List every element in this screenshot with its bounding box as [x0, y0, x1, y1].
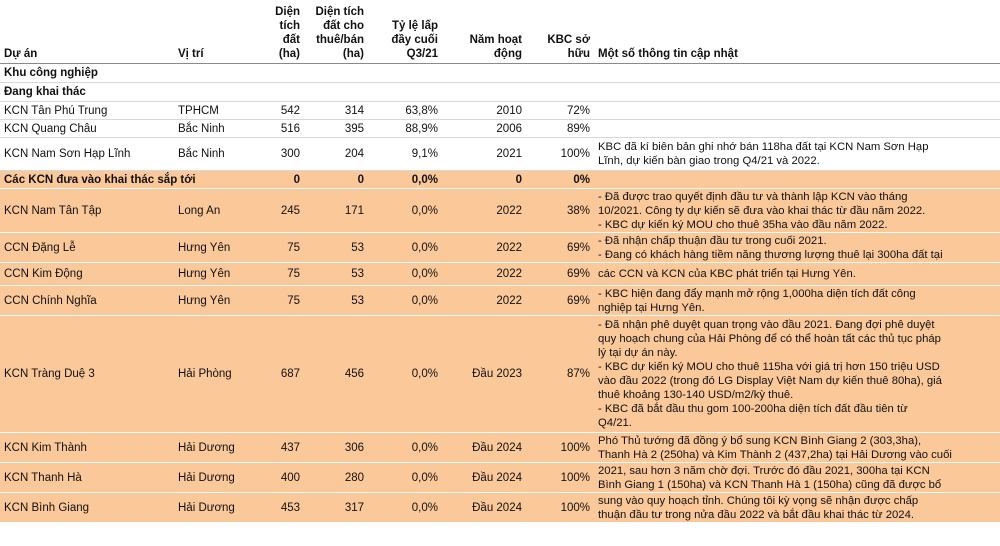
- header-line: Tỷ lệ lấp: [391, 20, 438, 32]
- cell-area: 516: [252, 120, 304, 138]
- cell-area: 687: [252, 316, 304, 433]
- cell-info: [594, 493, 1000, 523]
- cell-occupancy: 0,0%: [368, 189, 442, 233]
- cell-lease: 53: [304, 233, 368, 263]
- cell-area: 400: [252, 463, 304, 493]
- cell-project: KCN Bình Giang: [0, 493, 174, 523]
- cell-info: [594, 189, 1000, 233]
- cell-kbc: 100%: [526, 493, 594, 523]
- cell-project: KCN Quang Châu: [0, 120, 174, 138]
- info-line: - Đã nhận chấp thuận đầu tư trong cuối 2021.: [598, 234, 827, 247]
- info-line: - KBC hiện đang đẩy mạnh mở rộng 1,000ha diện tích đất công: [598, 287, 916, 300]
- cell-lease: 317: [304, 493, 368, 523]
- col-location-header: Vị trí: [174, 0, 252, 64]
- info-line: thuận đầu tư trong nửa đầu 2022 và bắt đầu khai thác từ 2024.: [598, 508, 915, 521]
- cell-lease: 395: [304, 120, 368, 138]
- header-line: hữu: [567, 48, 590, 60]
- header-line: KBC sở: [547, 34, 590, 46]
- cell-occupancy: 0,0%: [368, 433, 442, 463]
- table-row: [0, 189, 1000, 233]
- cell-location: Bắc Ninh: [174, 138, 252, 171]
- info-line: các CCN và KCN của KBC phát triển tại Hưng Yên.: [598, 268, 856, 280]
- header-line: (ha): [342, 48, 364, 60]
- cell-kbc: 0%: [526, 171, 594, 189]
- cell-year: Đầu 2024: [442, 493, 526, 523]
- header-line: Q3/21: [406, 48, 438, 60]
- col-occupancy-header: [368, 0, 442, 64]
- cell-project: CCN Đặng Lễ: [0, 233, 174, 263]
- header-line: (ha): [278, 48, 300, 60]
- cell-location: Bắc Ninh: [174, 120, 252, 138]
- cell-info: [594, 263, 1000, 286]
- cell-occupancy: 0,0%: [368, 463, 442, 493]
- col-year-header: [442, 0, 526, 64]
- header-line: đầy cuối: [391, 34, 438, 46]
- section-title: Khu công nghiệp: [0, 64, 1000, 83]
- info-line: Lĩnh, dự kiến bàn giao trong Q4/21 và 2022.: [598, 155, 820, 167]
- info-line: Bình Giang 1 (150ha) và KCN Thanh Hà 1 (150ha) cũng đã được bổ: [598, 478, 942, 491]
- section-title: Các KCN đưa vào khai thác sắp tới: [0, 171, 252, 189]
- cell-info: [594, 102, 1000, 120]
- cell-area: 0: [252, 171, 304, 189]
- cell-location: Hải Phòng: [174, 316, 252, 433]
- header-line: Diện: [275, 6, 300, 18]
- cell-lease: 0: [304, 171, 368, 189]
- cell-occupancy: 0,0%: [368, 316, 442, 433]
- cell-area: 245: [252, 189, 304, 233]
- info-line: 10/2021. Công ty dự kiến sẽ đưa vào khai thác từ đầu năm 2022.: [598, 204, 926, 217]
- cell-occupancy: 88,9%: [368, 120, 442, 138]
- col-kbc-header: [526, 0, 594, 64]
- cell-area: 75: [252, 233, 304, 263]
- cell-area: 75: [252, 286, 304, 316]
- info-line: Phó Thủ tướng đã đồng ý bổ sung KCN Bình Giang 2 (303,3ha),: [598, 434, 922, 447]
- info-line: lý tại dự án này.: [598, 347, 678, 359]
- table-row: [0, 233, 1000, 263]
- header-line: tích: [279, 20, 300, 32]
- cell-kbc: 100%: [526, 138, 594, 171]
- section-row-upcoming: [0, 171, 1000, 189]
- info-line: Q4/21.: [598, 417, 632, 429]
- cell-project: KCN Nam Sơn Hạp Lĩnh: [0, 138, 174, 171]
- cell-occupancy: 0,0%: [368, 233, 442, 263]
- cell-location: Long An: [174, 189, 252, 233]
- cell-kbc: 69%: [526, 233, 594, 263]
- table-row: [0, 463, 1000, 493]
- cell-year: 2010: [442, 102, 526, 120]
- cell-info: [594, 433, 1000, 463]
- cell-project: KCN Tràng Duệ 3: [0, 316, 174, 433]
- cell-info: [594, 286, 1000, 316]
- cell-year: 2022: [442, 189, 526, 233]
- header-line: đất cho: [323, 20, 364, 32]
- info-line: - KBC đã bắt đầu thu gom 100-200ha diện tích đất đầu tiên từ: [598, 403, 908, 415]
- info-line: 2021, sau hơn 3 năm chờ đợi. Trước đó đầu 2021, 300ha tại KCN: [598, 464, 930, 477]
- cell-kbc: 89%: [526, 120, 594, 138]
- table-row: [0, 493, 1000, 523]
- cell-year: Đầu 2024: [442, 463, 526, 493]
- cell-year: Đầu 2023: [442, 316, 526, 433]
- cell-year: 2006: [442, 120, 526, 138]
- table-row: [0, 263, 1000, 286]
- cell-lease: 280: [304, 463, 368, 493]
- col-lease-header: [304, 0, 368, 64]
- cell-occupancy: 0,0%: [368, 171, 442, 189]
- cell-info: [594, 316, 1000, 433]
- header-line: Năm hoạt: [469, 34, 522, 46]
- header-line: thuê/bán: [316, 34, 364, 46]
- cell-location: Hưng Yên: [174, 263, 252, 286]
- table-header-row: [0, 0, 1000, 64]
- cell-project: CCN Kim Động: [0, 263, 174, 286]
- cell-occupancy: 0,0%: [368, 493, 442, 523]
- table-row: [0, 286, 1000, 316]
- col-project-header: Dự án: [0, 0, 174, 64]
- cell-occupancy: 9,1%: [368, 138, 442, 171]
- cell-year: 2021: [442, 138, 526, 171]
- section-row-operating: [0, 83, 1000, 102]
- section-row-industrial: [0, 64, 1000, 83]
- table-row: [0, 316, 1000, 433]
- cell-area: 75: [252, 263, 304, 286]
- info-line: KBC đã kí biên bản ghi nhớ bán 118ha đất tại KCN Nam Sơn Hạp: [598, 141, 929, 153]
- header-line: đất: [282, 34, 300, 46]
- info-line: nghiệp tại Hưng Yên.: [598, 301, 705, 314]
- info-line: thuê khoảng 130-140 USD/m2/kỳ thuê.: [598, 389, 794, 401]
- info-line: - Đã nhận phê duyệt quan trọng vào đầu 2021. Đang đợi phê duyệt: [598, 319, 935, 331]
- cell-kbc: 72%: [526, 102, 594, 120]
- cell-project: KCN Tân Phú Trung: [0, 102, 174, 120]
- cell-year: 0: [442, 171, 526, 189]
- table-row: [0, 102, 1000, 120]
- cell-lease: 204: [304, 138, 368, 171]
- cell-lease: 306: [304, 433, 368, 463]
- col-info-header: Một số thông tin cập nhật: [594, 0, 1000, 64]
- cell-project: KCN Kim Thành: [0, 433, 174, 463]
- cell-area: 437: [252, 433, 304, 463]
- cell-kbc: 100%: [526, 463, 594, 493]
- cell-info: [594, 463, 1000, 493]
- cell-year: 2022: [442, 263, 526, 286]
- cell-info: [594, 171, 1000, 189]
- cell-year: 2022: [442, 286, 526, 316]
- info-line: - KBC dự kiến ký MOU cho thuê 115ha với giá trị hơn 150 triệu USD: [598, 361, 940, 373]
- col-area-header: [252, 0, 304, 64]
- info-line: quy hoạch chung của Hải Phòng để có thể hoàn tất các thủ tục pháp: [598, 333, 941, 345]
- info-line: Thanh Hà 2 (250ha) và Kim Thành 2 (437,2ha) tại Hải Dương vào cuối: [598, 448, 952, 461]
- cell-lease: 171: [304, 189, 368, 233]
- table-row: [0, 120, 1000, 138]
- cell-area: 542: [252, 102, 304, 120]
- cell-project: CCN Chính Nghĩa: [0, 286, 174, 316]
- cell-kbc: 69%: [526, 286, 594, 316]
- cell-year: 2022: [442, 233, 526, 263]
- cell-lease: 53: [304, 263, 368, 286]
- cell-location: Hải Dương: [174, 433, 252, 463]
- cell-lease: 456: [304, 316, 368, 433]
- cell-info: [594, 233, 1000, 263]
- info-line: sung vào quy hoạch tỉnh. Chúng tôi kỳ vọng sẽ nhận được chấp: [598, 494, 919, 507]
- cell-location: Hưng Yên: [174, 233, 252, 263]
- header-line: Diện tích: [315, 6, 364, 18]
- cell-occupancy: 0,0%: [368, 263, 442, 286]
- cell-occupancy: 0,0%: [368, 286, 442, 316]
- info-line: vào đầu 2022 (trong đó LG Display Việt Nam dự kiến thuê 80ha), giá: [598, 375, 942, 387]
- cell-location: Hải Dương: [174, 463, 252, 493]
- cell-location: TPHCM: [174, 102, 252, 120]
- cell-lease: 53: [304, 286, 368, 316]
- cell-area: 453: [252, 493, 304, 523]
- cell-kbc: 87%: [526, 316, 594, 433]
- table-row: [0, 433, 1000, 463]
- cell-location: Hải Dương: [174, 493, 252, 523]
- cell-kbc: 100%: [526, 433, 594, 463]
- cell-info: [594, 138, 1000, 171]
- table-row: [0, 138, 1000, 171]
- header-line: động: [493, 48, 522, 60]
- info-line: - Đang có khách hàng tiềm năng thương lượng thuê lại 300ha đất tại: [598, 248, 943, 261]
- info-line: - Đã được trao quyết định đầu tư và thành lập KCN vào tháng: [598, 190, 908, 203]
- cell-year: Đầu 2024: [442, 433, 526, 463]
- info-line: - KBC dự kiến ký MOU cho thuê 35ha vào đầu năm 2022.: [598, 218, 888, 231]
- cell-kbc: 69%: [526, 263, 594, 286]
- cell-occupancy: 63,8%: [368, 102, 442, 120]
- cell-area: 300: [252, 138, 304, 171]
- cell-info: [594, 120, 1000, 138]
- cell-kbc: 38%: [526, 189, 594, 233]
- cell-location: Hưng Yên: [174, 286, 252, 316]
- section-title: Đang khai thác: [0, 83, 1000, 102]
- cell-project: KCN Nam Tân Tập: [0, 189, 174, 233]
- cell-project: KCN Thanh Hà: [0, 463, 174, 493]
- cell-lease: 314: [304, 102, 368, 120]
